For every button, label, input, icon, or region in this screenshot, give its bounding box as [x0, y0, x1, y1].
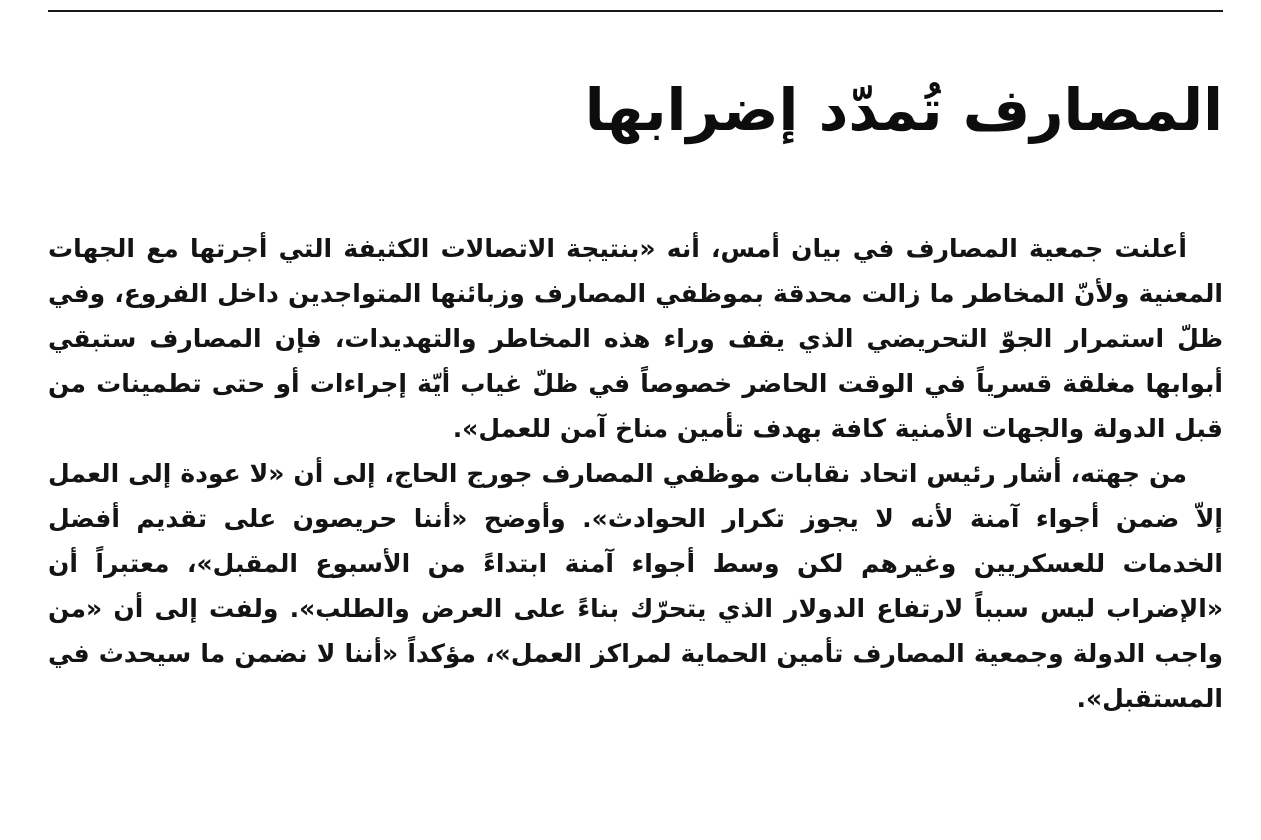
paragraph-1: أعلنت جمعية المصارف في بيان أمس، أنه «بنتيجة الاتصالات الكثيفة التي أجرتها مع الجهات المعنية ولأنّ المخاطر ما زالت محدقة بموظفي المصارف وزبائنها المتواجدين داخل الفروع، وفي ظلّ استمرار الجوّ التحريضي الذي يقف وراء هذه المخاطر والتهديدات، فإن المصارف ستبقي أبوابها مغلقة قسرياً في الوقت الحاضر خصوصاً في ظلّ غياب أيّة إجراءات أو حتى تطمينات من قبل الدولة والجهات الأمنية كافة بهدف تأمين مناخ آمن للعمل».	[48, 234, 1223, 443]
paragraph-2: من جهته، أشار رئيس اتحاد نقابات موظفي المصارف جورج الحاج، إلى أن «لا عودة إلى العمل إلاّ ضمن أجواء آمنة لأنه لا يجوز تكرار الحوادث». وأوضح «أننا حريصون على تقديم أفضل الخدمات للعسكريين وغيرهم لكن وسط أجواء آمنة ابتداءً من الأسبوع المقبل»، معتبراً أن «الإضراب ليس سبباً لارتفاع الدولار الذي يتحرّك بناءً على العرض والطلب». ولفت إلى أن «من واجب الدولة وجمعية المصارف تأمين الحماية لمراكز العمل»، مؤكداً «أننا لا نضمن ما سيحدث في المستقبل».	[48, 459, 1223, 713]
top-divider	[48, 10, 1223, 12]
news-article	[48, 0, 1223, 840]
article-headline: المصارف تُمدّد إضرابها	[584, 76, 1223, 144]
article-body	[48, 226, 1223, 721]
